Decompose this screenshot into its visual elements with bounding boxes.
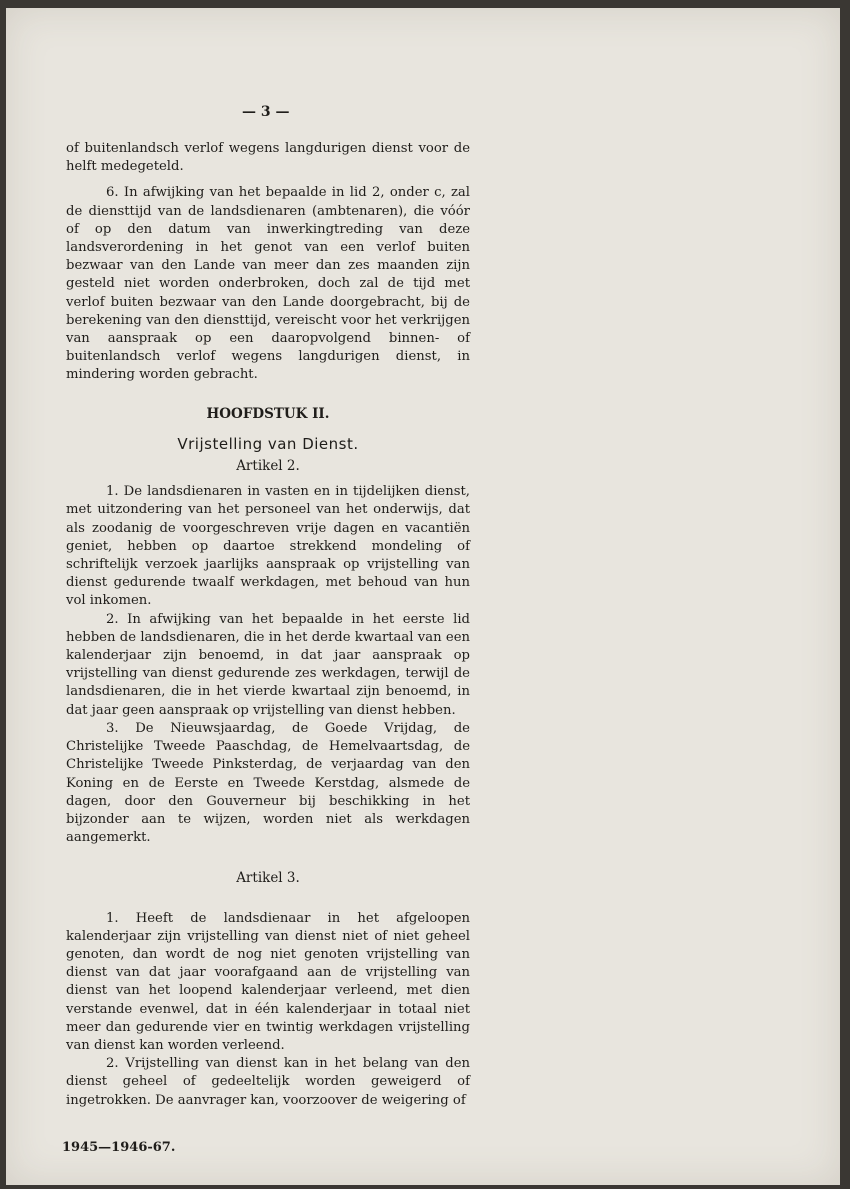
show-through-text (476, 378, 480, 400)
text-column (66, 140, 470, 1110)
article-3-paragraph-1: 1. Heeft de landsdienaar in het afgeloopen kalenderjaar zijn vrijstelling van dienst niet of niet geheel genoten, dan wordt de nog niet genoten vrijstelling van dienst van dat jaar voorafgaand aan de vrijstelling van dienst van het loopend kalenderjaar verleend, met dien verstande evenwel, dat in één kalenderjaar in totaal niet meer dan gedurende vier en twintig werkdagen vrijstelling van dienst kan worden verleend. (66, 910, 470, 1053)
chapter-title-handwritten: Vrijstelling van Dienst. (177, 434, 359, 453)
article-2-paragraph-3: 3. De Nieuwsjaardag, de Goede Vrijdag, de Christelijke Tweede Paaschdag, de Hemelvaartsdag, de Christelijke Tweede Pinksterdag, de verjaardag van den Koning en de Eerste en Tweede Kerstdag, alsmede de dagen, door den Gouverneur bij beschikking in het bijzonder aan te wijzen, worden niet als werkdagen aangemerkt. (66, 720, 470, 846)
article-2-heading: Artikel 2. (236, 458, 300, 475)
footer-code: 1945—1946-67. (62, 1140, 176, 1155)
article-3-paragraph-2: 2. Vrijstelling van dienst kan in het belang van den dienst geheel of gedeeltelijk worden geweigerd of ingetrokken. De aanvrager kan, voorzoover de weigering of (66, 1056, 470, 1108)
article-3-heading: Artikel 3. (236, 870, 300, 887)
article-2-paragraph-1: 1. De landsdienaren in vasten en in tijdelijken dienst, met uitzondering van het personeel van het onderwijs, dat als zoodanig de voorgeschreven vrije dagen en vacantiën geniet, hebben op daartoe strekkend mondeling of schriftelijk verzoek jaarlijks aanspraak op vrijstelling van dienst gedurende twaalf werkdagen, met behoud van hun vol inkomen. (66, 484, 470, 609)
paragraph-6: 6. In afwijking van het bepaalde in lid 2, onder c, zal de diensttijd van de landsdienaren (ambtenaren), die vóór of op den datum van inwerkingtreding van deze landsverordening in het genot van een verlof buiten bezwaar van den Lande van meer dan zes maanden zijn gesteld niet worden onderbroken, doch zal de tijd met verlof buiten bezwaar van den Lande doorgebracht, bij de berekening van den diensttijd, vereischt voor het verkrijgen van aanspraak op een daaropvolgend binnen- of buitenlandsch verlof wegens langdurigen dienst, in mindering worden gebracht. (66, 185, 470, 383)
intro-paragraph: of buitenlandsch verlof wegens langdurigen dienst voor de helft medegeteld. (66, 141, 470, 175)
chapter-heading: HOOFDSTUK II. (206, 405, 330, 422)
page-number: — 3 — (242, 104, 290, 120)
document-page (6, 8, 840, 1185)
article-2-paragraph-2: 2. In afwijking van het bepaalde in het eerste lid hebben de landsdienaren, die in het derde kwartaal van een kalenderjaar zijn benoemd, in dat jaar aanspraak op vrijstelling van dienst gedurende zes werkdagen, terwijl de landsdienaren, die in het vierde kwartaal zijn benoemd, in dat jaar geen aanspraak op vrijstelling van dienst hebben. (66, 611, 470, 718)
